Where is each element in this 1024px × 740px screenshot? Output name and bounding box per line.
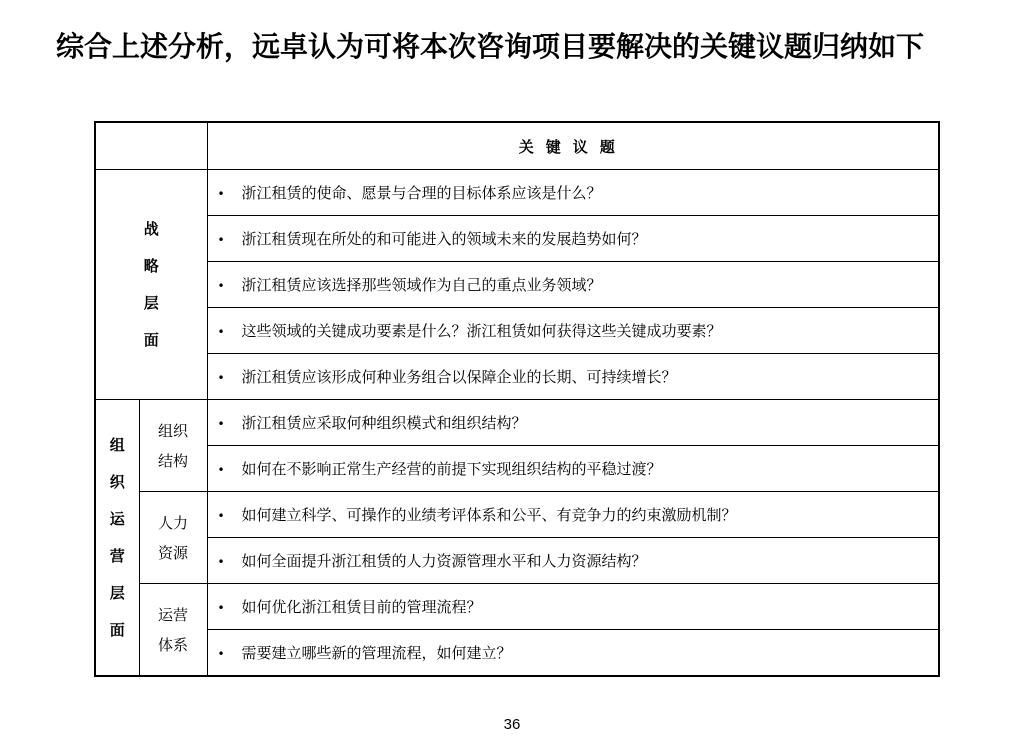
bullet-icon: •: [217, 187, 225, 201]
table-row: [95, 584, 939, 630]
issue-cell: • 浙江租赁应该选择那些领域作为自己的重点业务领域？: [207, 262, 939, 308]
table-row: [95, 354, 939, 400]
operations-level-label: 组 织 运 营 层 面: [95, 400, 139, 677]
bullet-icon: •: [217, 509, 225, 523]
table-header-row: [95, 122, 939, 170]
page-number: 36: [503, 716, 521, 733]
bullet-icon: •: [217, 647, 225, 661]
header-empty-cell: [95, 122, 207, 170]
table-row: [95, 308, 939, 354]
issue-cell: • 浙江租赁的使命、愿景与合理的目标体系应该是什么？: [207, 170, 939, 216]
issue-cell: • 这些领域的关键成功要素是什么？浙江租赁如何获得这些关键成功要素？: [207, 308, 939, 354]
table-row: [95, 538, 939, 584]
bullet-icon: •: [217, 601, 225, 615]
table-row: [95, 446, 939, 492]
issue-cell: • 浙江租赁应采取何种组织模式和组织结构？: [207, 400, 939, 446]
table-row: [95, 170, 939, 216]
issue-cell: • 如何在不影响正常生产经营的前提下实现组织结构的平稳过渡？: [207, 446, 939, 492]
issue-cell: • 如何优化浙江租赁目前的管理流程？: [207, 584, 939, 630]
page-title: 综合上述分析，远卓认为可将本次咨询项目要解决的关键议题归纳如下: [56, 30, 925, 63]
table-row: [95, 216, 939, 262]
org-structure-label: 组织 结构: [139, 400, 207, 492]
strategic-level-label: 战 略 层 面: [95, 170, 207, 400]
bullet-icon: •: [217, 279, 225, 293]
operations-system-label: 运营 体系: [139, 584, 207, 677]
issue-cell: • 如何全面提升浙江租赁的人力资源管理水平和人力资源结构？: [207, 538, 939, 584]
header-key-issues: 关键议题: [207, 122, 939, 170]
issue-cell: • 需要建立哪些新的管理流程，如何建立？: [207, 630, 939, 677]
issue-cell: • 浙江租赁现在所处的和可能进入的领域未来的发展趋势如何？: [207, 216, 939, 262]
key-issues-table: [94, 121, 940, 677]
table-row: [95, 400, 939, 446]
bullet-icon: •: [217, 371, 225, 385]
bullet-icon: •: [217, 417, 225, 431]
human-resources-label: 人力 资源: [139, 492, 207, 584]
issue-cell: • 浙江租赁应该形成何种业务组合以保障企业的长期、可持续增长？: [207, 354, 939, 400]
bullet-icon: •: [217, 233, 225, 247]
issue-cell: • 如何建立科学、可操作的业绩考评体系和公平、有竞争力的约束激励机制？: [207, 492, 939, 538]
bullet-icon: •: [217, 463, 225, 477]
bullet-icon: •: [217, 555, 225, 569]
table-row: [95, 630, 939, 677]
table-row: [95, 492, 939, 538]
table-row: [95, 262, 939, 308]
bullet-icon: •: [217, 325, 225, 339]
